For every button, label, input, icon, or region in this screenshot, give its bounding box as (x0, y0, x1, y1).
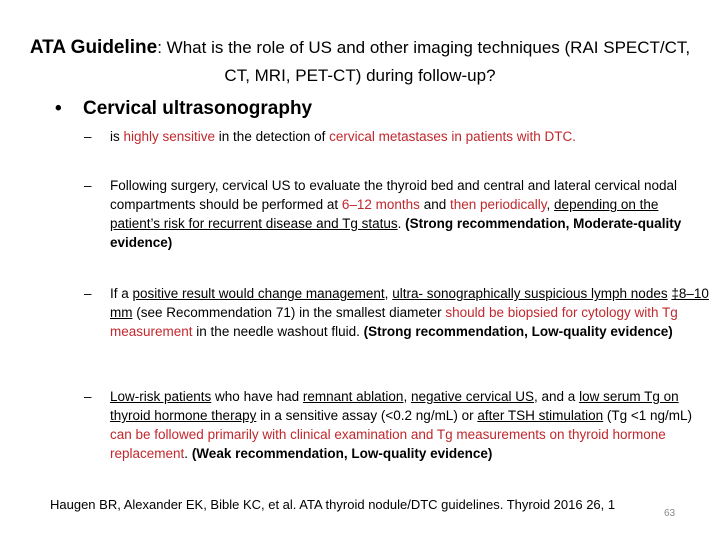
underlined-text: ‡8–10 mm (110, 286, 709, 320)
text: in a sensitive assay (<0.2 ng/mL) or (256, 408, 478, 423)
bullet-icon: • (55, 98, 62, 119)
underlined-text: low serum Tg on thyroid hormone therapy (110, 389, 679, 423)
text: , and a (534, 389, 580, 404)
text: . (184, 446, 192, 461)
recommendation-strength: (Weak recommendation, Low-quality evidence) (191, 446, 493, 461)
slide-title (20, 34, 700, 90)
underlined-text: positive result would change management (132, 286, 385, 301)
main-bullet (55, 96, 695, 122)
recommendation-strength: (Strong recommendation, Low-quality evidence) (363, 324, 673, 339)
text: Following surgery, cervical US to evaluate the thyroid bed and central and lateral cervical nodal compartments should be performed at (110, 178, 678, 212)
underlined-text: Low-risk patients (110, 389, 212, 404)
sub-item-low-risk (84, 387, 710, 463)
text: in the needle washout fluid. (192, 324, 364, 339)
dash-icon: – (84, 389, 92, 404)
underlined-text: ultra- sonographically suspicious lymph nodes (392, 286, 668, 301)
underlined-text: depending on the patient’s risk for recurrent disease and Tg status (110, 197, 659, 231)
text: is (110, 129, 124, 144)
sub-item-sensitivity (84, 127, 710, 146)
text: (see Recommendation 71) in the smallest diameter (132, 305, 446, 320)
highlight-text: then periodically (449, 197, 547, 212)
dash-icon: – (84, 286, 92, 301)
text: (Tg <1 ng/mL) (603, 408, 693, 423)
underlined-text: after TSH stimulation (477, 408, 604, 423)
page-number: 63 (664, 508, 676, 519)
highlight-text: cervical metastases in patients with DTC. (329, 129, 576, 144)
text: and (419, 197, 450, 212)
recommendation-strength: (Strong recommendation, Moderate-quality evidence) (110, 216, 682, 250)
highlight-text: can be followed primarily with clinical examination and Tg measurements on thyroid hormone replacement (110, 427, 666, 461)
underlined-text: remnant ablation (302, 389, 404, 404)
text: , (403, 389, 411, 404)
highlight-text: should be biopsied for cytology with Tg measurement (110, 305, 678, 339)
dash-icon: – (84, 178, 92, 193)
underlined-text: negative cervical US (410, 389, 535, 404)
text: , (546, 197, 555, 212)
text: If a (110, 286, 133, 301)
highlight-text: highly sensitive (123, 129, 216, 144)
text: . (397, 216, 406, 231)
dash-icon: – (84, 129, 92, 144)
text: in the detection of (215, 129, 330, 144)
text: , (384, 286, 393, 301)
text: who have had (211, 389, 303, 404)
title-bold: ATA Guideline (29, 37, 158, 58)
sub-item-biopsy (84, 284, 710, 341)
sub-item-post-surgery (84, 176, 710, 252)
title-rest: : What is the role of US and other imaging techniques (RAI SPECT/CT, CT, MRI, PET-CT) during follow-up? (157, 38, 691, 85)
main-bullet-text: Cervical ultrasonography (83, 98, 313, 119)
highlight-text: 6–12 months (341, 197, 420, 212)
citation-footer: Haugen BR, Alexander EK, Bible KC, et al. ATA thyroid nodule/DTC guidelines. Thyroid 2016 26, 1 (50, 497, 616, 512)
